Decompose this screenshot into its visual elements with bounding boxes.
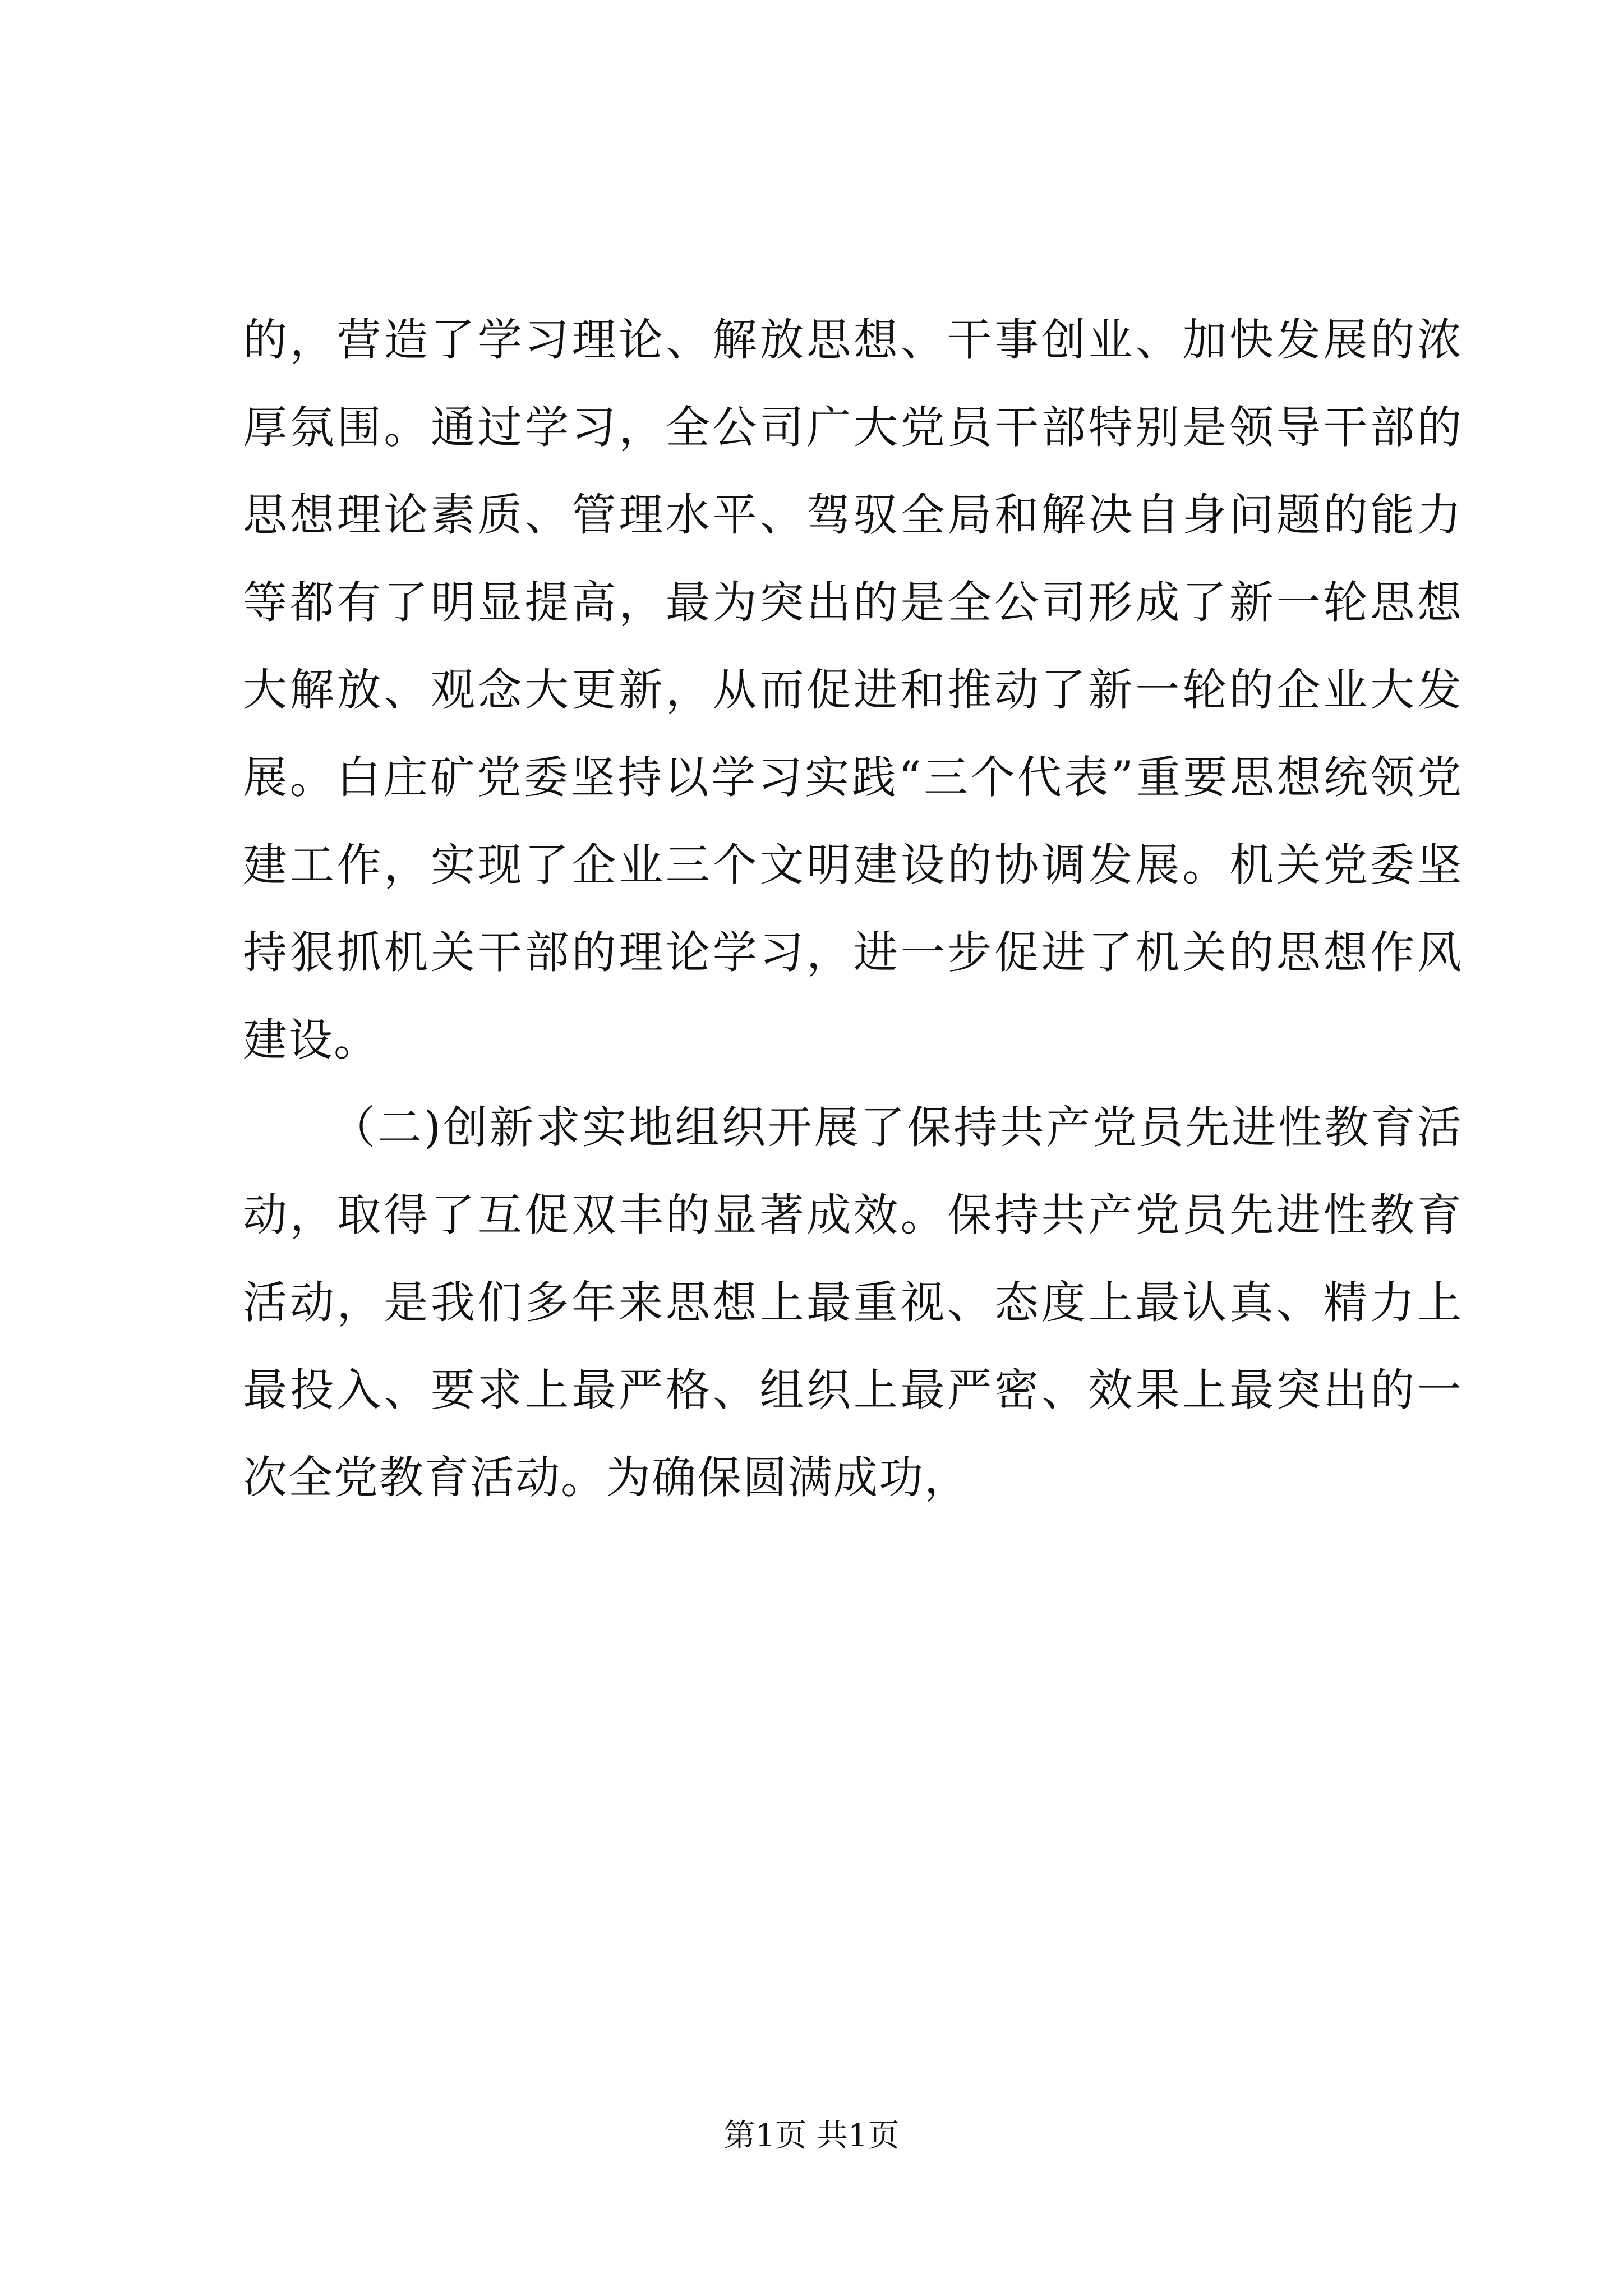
page-footer: 第1页 共1页 xyxy=(723,2118,900,2154)
paragraph-section-2: （二)创新求实地组织开展了保持共产党员先进性教育活动，取得了互促双丰的显著成效。保持共产党员先进性教育活动，是我们多年来思想上最重视、态度上最认真、精力上最投入、要求上最严格、组织上最严密、效果上最突出的一次全党教育活动。为确保圆满成功， xyxy=(243,1102,1463,1503)
paragraph-continued: 的，营造了学习理论、解放思想、干事创业、加快发展的浓厚氛围。通过学习，全公司广大党员干部特别是领导干部的思想理论素质、管理水平、驾驭全局和解决自身问题的能力等都有了明显提高，最为突出的是全公司形成了新一轮思想大解放、观念大更新，从而促进和推动了新一轮的企业大发展。白庄矿党委坚持以学习实践“三个代表”重要思想统领党建工作，实现了企业三个文明建设的协调发展。机关党委坚持狠抓机关干部的理论学习，进一步促进了机关的思想作风建设。 xyxy=(243,314,1463,1066)
document-body xyxy=(243,296,1463,1521)
